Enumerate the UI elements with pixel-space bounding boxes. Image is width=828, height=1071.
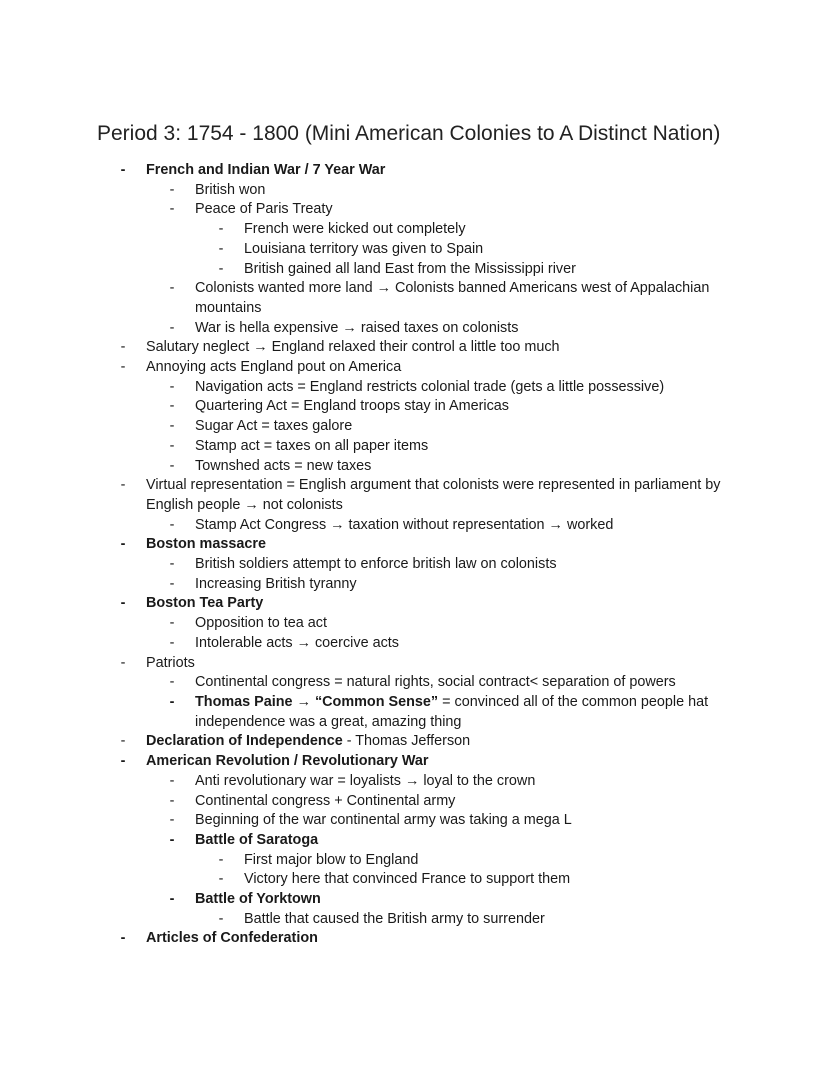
outline-item-level-2: [97, 200, 748, 220]
outline-item-level-2: [97, 555, 748, 575]
outline-item-level-2: [97, 378, 748, 398]
outline-item-level-1: [97, 732, 748, 752]
outline-item-level-2: [97, 437, 748, 457]
outline-text: British soldiers attempt to enforce british law on colonists: [195, 556, 557, 573]
bullet-dash: -: [218, 260, 224, 277]
outline-item-level-3: [97, 910, 748, 930]
outline-text: Navigation acts = England restricts colonial trade (gets a little possessive): [195, 378, 665, 395]
bullet-dash: -: [169, 891, 175, 908]
outline-text: Peace of Paris Treaty: [195, 201, 333, 218]
bullet-dash: -: [169, 772, 175, 789]
bullet-dash: -: [120, 162, 126, 178]
outline-item-level-2: [97, 516, 748, 536]
outline-item-level-2: [97, 614, 748, 634]
bullet-dash: -: [169, 398, 175, 415]
bullet-dash: -: [218, 871, 224, 888]
outline-item-level-1: [97, 594, 748, 614]
outline-text: War is hella expensive → raised taxes on colonists: [195, 319, 519, 336]
outline-item-level-1: [97, 654, 748, 674]
bullet-dash: -: [120, 359, 126, 376]
outline-item-level-2: [97, 772, 748, 792]
bullet-dash: -: [120, 339, 126, 356]
outline-item-level-2: [97, 693, 748, 732]
outline-text: French were kicked out completely: [244, 221, 466, 238]
bullet-dash: -: [169, 812, 175, 829]
outline-text: Battle that caused the British army to surrender: [244, 910, 545, 927]
outline-text: Louisiana territory was given to Spain: [244, 240, 484, 257]
outline-item-level-2: [97, 634, 748, 654]
outline-item-level-3: [97, 260, 748, 280]
outline-item-level-3: [97, 240, 748, 260]
bullet-dash: -: [120, 536, 126, 553]
bullet-dash: -: [169, 418, 175, 435]
bullet-dash: -: [169, 693, 175, 710]
outline-text: Patriots: [146, 654, 195, 671]
bullet-dash: -: [218, 240, 224, 257]
outline-text-bold: Boston Tea Party: [146, 595, 264, 612]
outline-item-level-1: [97, 476, 748, 515]
bullet-dash: -: [120, 595, 126, 612]
outline-item-level-3: [97, 851, 748, 871]
outline-text: Increasing British tyranny: [195, 575, 357, 592]
bullet-dash: -: [169, 280, 175, 297]
outline-item-level-2: [97, 397, 748, 417]
bullet-dash: -: [169, 201, 175, 218]
outline-text-bold: American Revolution / Revolutionary War: [146, 753, 429, 770]
bullet-dash: -: [169, 319, 175, 336]
outline-text: Quartering Act = England troops stay in Americas: [195, 398, 509, 415]
outline-item-level-1: [97, 535, 748, 555]
outline-text-bold: Battle of Yorktown: [195, 891, 321, 908]
outline-text: Beginning of the war continental army was taking a mega L: [195, 812, 572, 829]
outline-text: Sugar Act = taxes galore: [195, 418, 353, 435]
bullet-dash: -: [169, 615, 175, 632]
document-title: Period 3: 1754 - 1800 (Mini American Colonies to A Distinct Nation): [97, 122, 721, 145]
outline-item-level-1: [97, 338, 748, 358]
outline-text: Stamp Act Congress → taxation without representation → worked: [195, 516, 614, 533]
bullet-dash: -: [169, 556, 175, 573]
outline-item-level-2: [97, 792, 748, 812]
bullet-dash: -: [169, 516, 175, 533]
bullet-dash: -: [120, 753, 126, 770]
bullet-dash: -: [169, 634, 175, 651]
outline-item-level-2: [97, 417, 748, 437]
bullet-dash: -: [120, 477, 126, 494]
outline-item-level-3: [97, 220, 748, 240]
outline-text: Annoying acts England pout on America: [146, 359, 402, 376]
outline-item-level-2: [97, 279, 748, 318]
outline-item-level-1: [97, 358, 748, 378]
outline-item-level-3: [97, 870, 748, 890]
bullet-dash: -: [218, 851, 224, 868]
outline-item-level-2: [97, 831, 748, 851]
outline-text: - Thomas Jefferson: [342, 733, 471, 750]
outline-text: Victory here that convinced France to support them: [244, 871, 571, 888]
bullet-dash: -: [169, 792, 175, 809]
outline-item-level-2: [97, 181, 748, 201]
outline-text: First major blow to England: [244, 851, 419, 868]
outline-text: Salutary neglect → England relaxed their control a little too much: [146, 339, 560, 356]
bullet-dash: -: [120, 733, 126, 750]
outline-text: British gained all land East from the Mississippi river: [244, 260, 576, 277]
bullet-dash: -: [169, 437, 175, 454]
outline-text: Stamp act = taxes on all paper items: [195, 437, 429, 454]
bullet-dash: -: [169, 674, 175, 691]
outline-text: Continental congress = natural rights, social contract< separation of powers: [195, 674, 676, 691]
outline-text: British won: [195, 181, 266, 198]
outline-item-level-1: [97, 161, 748, 181]
outline-text: Anti revolutionary war = loyalists → loyal to the crown: [195, 772, 536, 789]
bullet-dash: -: [218, 910, 224, 927]
outline-text-bold: Thomas Paine → “Common Sense”: [195, 693, 439, 710]
outline-text: Townshed acts = new taxes: [195, 457, 372, 474]
outline-text-bold: Battle of Saratoga: [195, 831, 319, 848]
bullet-dash: -: [218, 221, 224, 238]
outline-text: = convinced all of the common people hat independence was a great, amazing thing: [195, 693, 709, 730]
bullet-dash: -: [169, 181, 175, 198]
outline-text-bold: Boston massacre: [146, 536, 266, 553]
bullet-dash: -: [169, 457, 175, 474]
bullet-dash: -: [120, 930, 126, 947]
outline-item-level-2: [97, 575, 748, 595]
bullet-dash: -: [120, 654, 126, 671]
outline-text: Colonists wanted more land → Colonists banned Americans west of Appalachian mountains: [195, 280, 710, 316]
outline-item-level-2: [97, 890, 748, 910]
bullet-dash: -: [169, 575, 175, 592]
bullet-dash: -: [169, 378, 175, 395]
outline-text: Virtual representation = English argument that colonists were represented in parliament by English people → not colonists: [146, 477, 721, 513]
outline-item-level-2: [97, 673, 748, 693]
outline-item-level-2: [97, 457, 748, 477]
outline-item-level-1: [97, 929, 748, 949]
notes-outline: [97, 161, 748, 949]
outline-item-level-2: [97, 811, 748, 831]
outline-item-level-2: [97, 319, 748, 339]
outline-text-bold: French and Indian War / 7 Year War: [146, 162, 386, 178]
outline-text: Intolerable acts → coercive acts: [195, 634, 399, 651]
outline-text: Continental congress + Continental army: [195, 792, 456, 809]
outline-text-bold: Articles of Confederation: [146, 930, 318, 947]
outline-item-level-1: [97, 752, 748, 772]
bullet-dash: -: [169, 831, 175, 848]
outline-text-bold: Declaration of Independence: [146, 733, 343, 750]
outline-text: Opposition to tea act: [195, 615, 327, 632]
